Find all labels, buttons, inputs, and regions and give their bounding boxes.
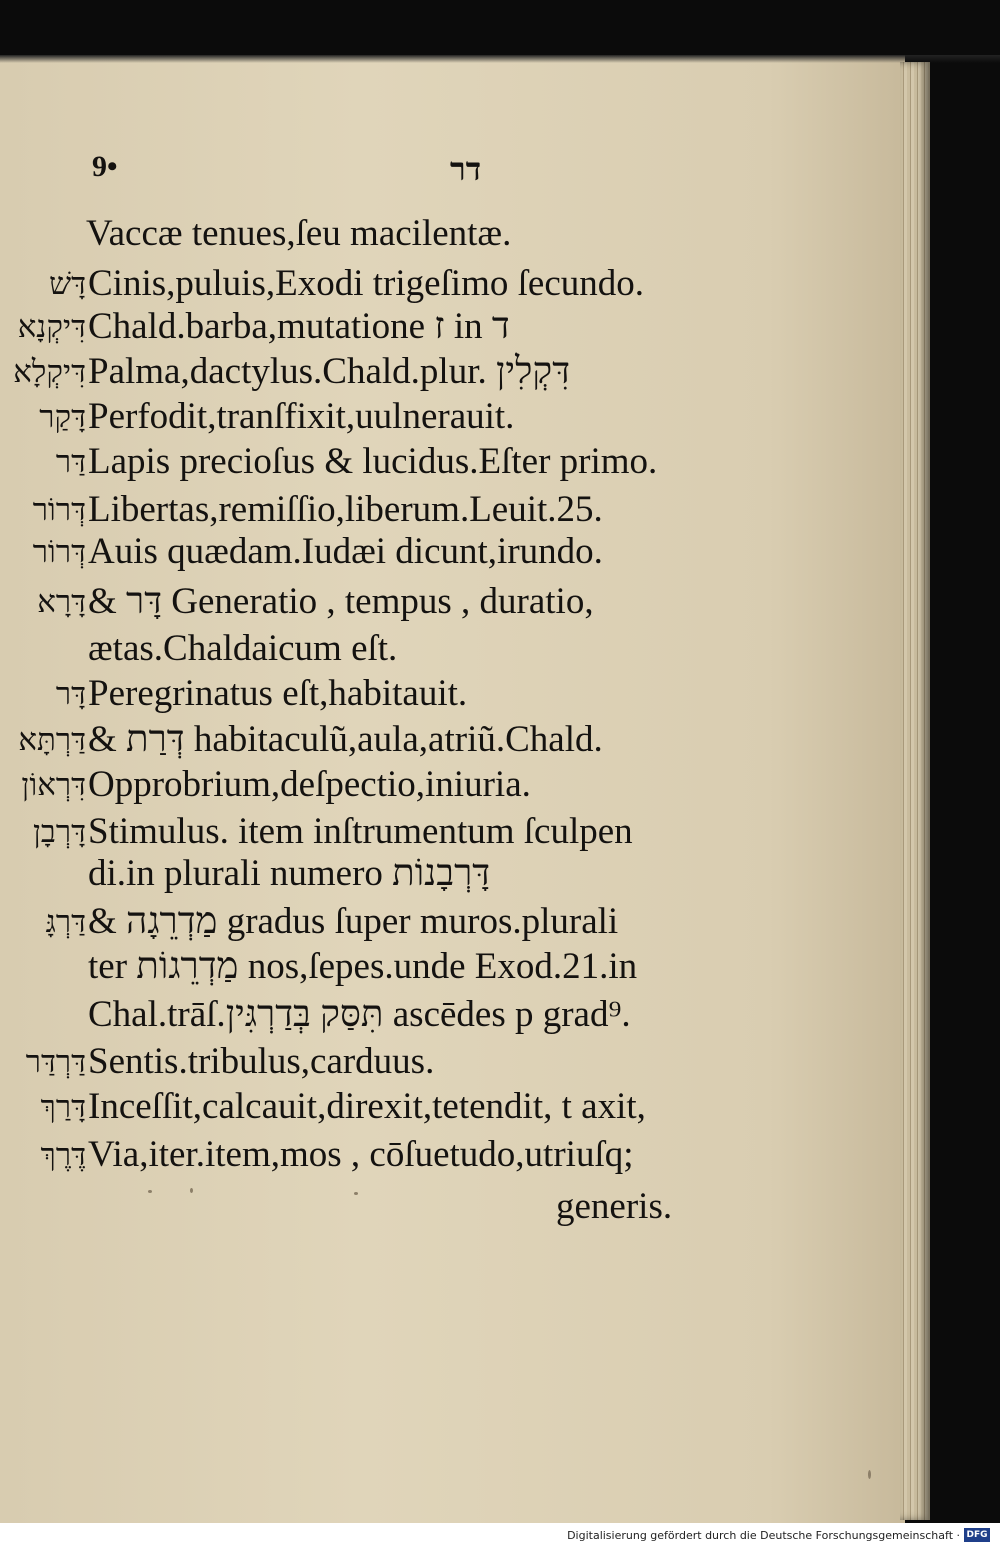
entry-line xyxy=(0,1040,900,1084)
footer-credit: Digitalisierung gefördert durch die Deutsche Forschungsgemeinschaft · xyxy=(567,1529,960,1542)
hebrew-headword: דִּיקְנָא xyxy=(17,309,86,345)
entry-line xyxy=(0,672,900,716)
ink-speck xyxy=(190,1188,193,1193)
hebrew-headword: דָּר xyxy=(55,676,86,712)
entry-line xyxy=(0,580,900,624)
entry-line xyxy=(0,350,900,394)
latin-gloss: Stimulus. item inſtrumentum ſculpen xyxy=(88,811,633,852)
latin-gloss: ter מַדְרֵגוֹת nos,ſepes.unde Exod.21.in xyxy=(88,946,638,987)
latin-gloss: Sentis.tribulus,carduus. xyxy=(88,1041,435,1082)
ink-speck xyxy=(868,1470,871,1479)
page-edges xyxy=(900,62,930,1520)
ink-speck xyxy=(148,1190,152,1193)
entry-line xyxy=(0,305,900,349)
entry-line xyxy=(0,810,900,854)
entry-line xyxy=(0,945,900,989)
entry-line xyxy=(0,530,900,574)
entry-line xyxy=(0,718,900,762)
entry-line xyxy=(0,440,900,484)
entry-line xyxy=(0,993,900,1037)
latin-gloss: Peregrinatus eſt,habitauit. xyxy=(88,673,468,714)
entry-line xyxy=(0,1085,900,1129)
hebrew-headword: דֶּרֶךְ xyxy=(40,1137,86,1173)
entry-line xyxy=(0,1185,900,1229)
entry-line xyxy=(0,395,900,439)
page-number: 9• xyxy=(92,150,118,183)
hebrew-headword: דַּרְתָּא xyxy=(18,722,86,758)
latin-gloss: ætas.Chaldaicum eſt. xyxy=(88,628,398,669)
entry-line xyxy=(0,212,900,256)
hebrew-headword: דָּשׁ xyxy=(49,266,86,302)
latin-gloss: Perfodit,tranſfixit,uulnerauit. xyxy=(88,396,515,437)
hebrew-headword: דַּר xyxy=(55,444,86,480)
latin-gloss: Cinis,puluis,Exodi trigeſimo ſecundo. xyxy=(88,263,644,304)
entry-line xyxy=(0,900,900,944)
latin-gloss: Palma,dactylus.Chald.plur. דִּקְלִין xyxy=(88,351,571,392)
hebrew-headword: דִּרְאוֹן xyxy=(21,767,86,803)
latin-gloss: & דָּר Generatio , tempus , duratio, xyxy=(88,581,594,622)
hebrew-headword: דָּרְבָן xyxy=(33,814,86,850)
dfg-logo: DFG xyxy=(964,1528,990,1542)
hebrew-headword: דָּרָא xyxy=(37,584,86,620)
entry-line xyxy=(0,627,900,671)
latin-gloss: Libertas,remiſſio,liberum.Leuit.25. xyxy=(88,489,603,530)
latin-gloss: Lapis precioſus & lucidus.Eſter primo. xyxy=(88,441,658,482)
entry-line xyxy=(0,262,900,306)
latin-gloss: Inceſſit,calcauit,direxit,tetendit, t axit, xyxy=(88,1086,646,1127)
latin-gloss: Opprobrium,deſpectio,iniuria. xyxy=(88,764,531,805)
latin-gloss: Chal.trāſ.תִּסַּק בְּדַרְגִּין ascēdes p grad⁹. xyxy=(88,994,631,1035)
hebrew-headword: דְּרוֹר xyxy=(32,534,86,570)
footer-bar xyxy=(0,1523,1000,1549)
hebrew-headword: דָּקַר xyxy=(39,399,86,435)
entry-line xyxy=(0,1133,900,1177)
latin-gloss: Vaccæ tenues,ſeu macilentæ. xyxy=(86,213,512,254)
hebrew-headword: דְּרוֹר xyxy=(32,492,86,528)
entry-line xyxy=(0,488,900,532)
latin-gloss: generis. xyxy=(556,1186,673,1227)
hebrew-headword: דַּרְדַּר xyxy=(25,1044,86,1080)
hebrew-headword: דָּרַךְ xyxy=(40,1089,86,1125)
hebrew-headword: דִּיקְלָא xyxy=(13,354,86,390)
ink-speck xyxy=(354,1192,358,1195)
latin-gloss: Auis quædam.Iudæi dicunt,irundo. xyxy=(88,531,603,572)
top-shadow xyxy=(0,55,1000,63)
running-head: דר xyxy=(450,150,482,188)
latin-gloss: Via,iter.item,mos , cōſuetudo,utriuſq; xyxy=(88,1134,634,1175)
entry-line xyxy=(0,852,900,896)
latin-gloss: di.in plurali numero דָּרְבָנוֹת xyxy=(88,853,491,894)
entry-line xyxy=(0,763,900,807)
latin-gloss: Chald.barba,mutatione ז in ד xyxy=(88,306,510,347)
latin-gloss: & מַדְרֵגָה gradus ſuper muros.plurali xyxy=(88,901,619,942)
hebrew-headword: דַּרְגָּ xyxy=(45,904,86,940)
latin-gloss: & דְּרַת habitaculũ,aula,atriũ.Chald. xyxy=(88,719,603,760)
